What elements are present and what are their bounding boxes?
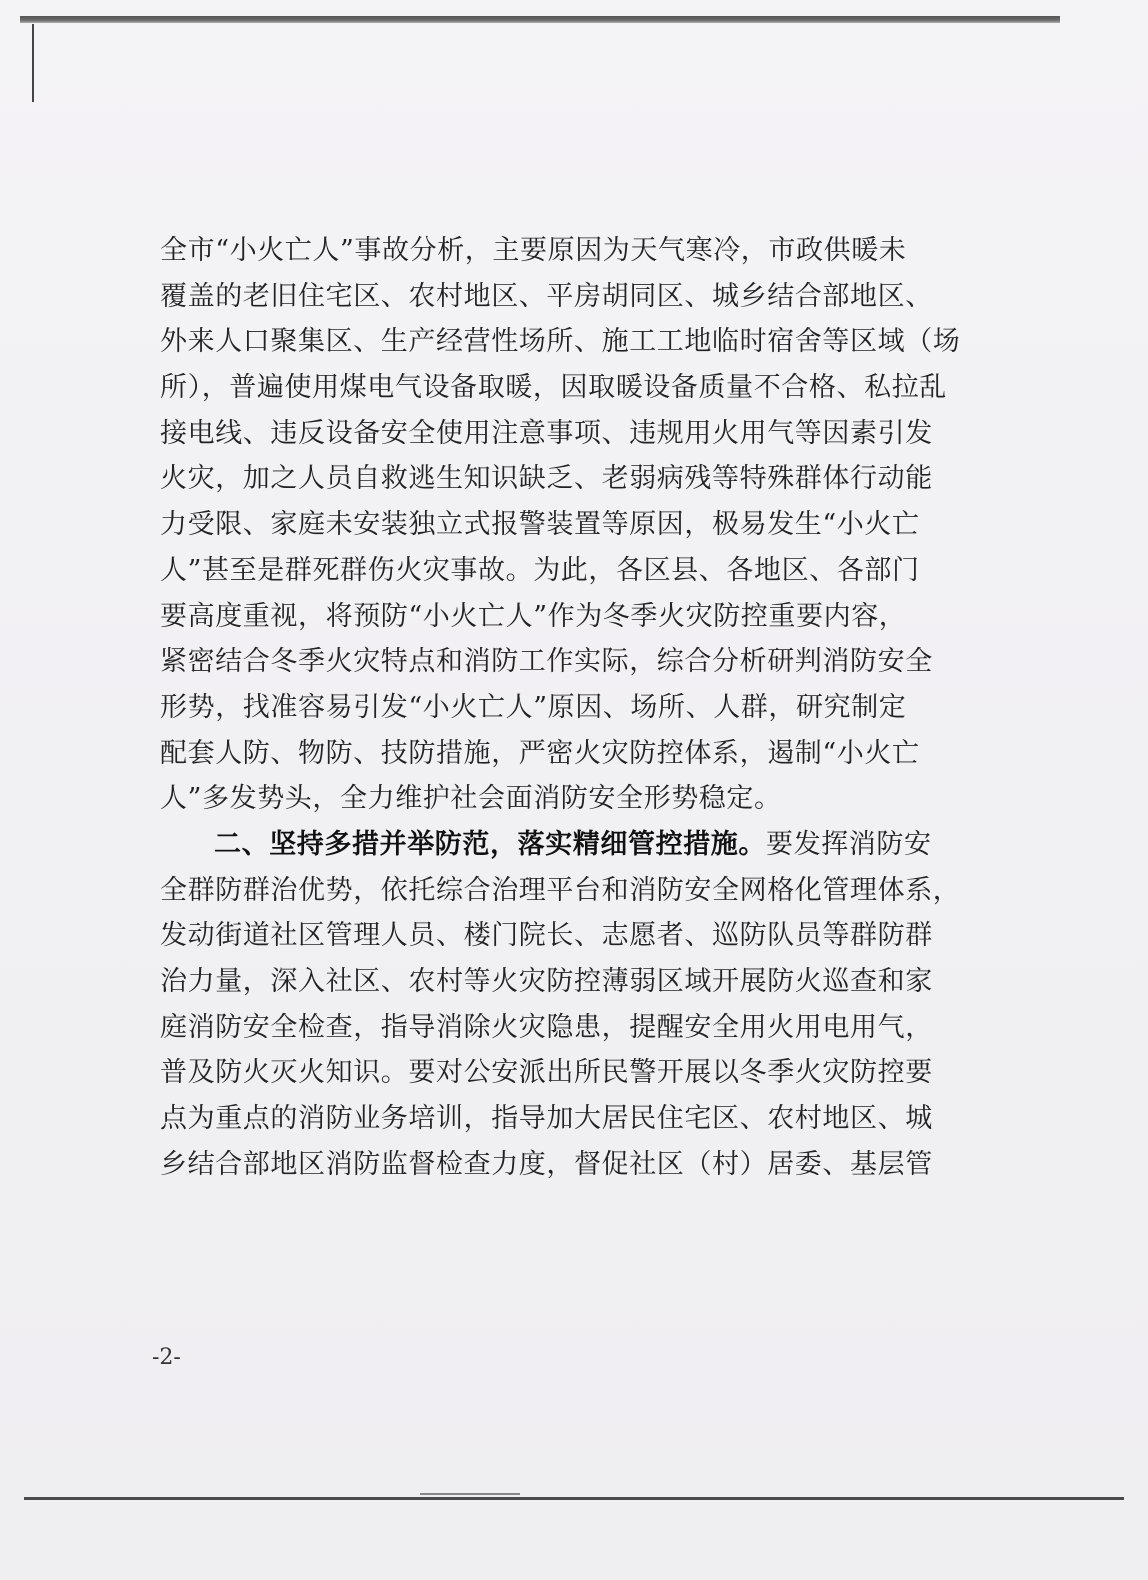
section-2-heading: 二、坚持多措并举防范，落实精细管控措施。	[214, 828, 766, 860]
text-line: 配套人防、物防、技防措施，严密火灾防控体系，遏制“小火亡	[160, 737, 920, 769]
scan-bottom-mark	[420, 1493, 520, 1495]
text-line: 所），普遍使用煤电气设备取暖，因取暖设备质量不合格、私拉乱	[160, 372, 947, 404]
text-line: 乡结合部地区消防监督检查力度，督促社区（村）居委、基层管	[160, 1148, 933, 1180]
text-line: 形势，找准容易引发“小火亡人”原因、场所、人群，研究制定	[160, 691, 907, 723]
text-line: 庭消防安全检查，指导消除火灾隐患，提醒安全用火用电用气，	[160, 1011, 933, 1043]
text-line: 火灾，加之人员自救逃生知识缺乏、老弱病残等特殊群体行动能	[160, 463, 933, 495]
text-line: 点为重点的消防业务培训，指导加大居民住宅区、农村地区、城	[160, 1103, 933, 1135]
text-line: 人”多发势头，全力维护社会面消防安全形势稳定。	[160, 783, 782, 815]
text-line: 接电线、违反设备安全使用注意事项、违规用火用气等因素引发	[160, 417, 933, 449]
scan-left-edge	[32, 24, 34, 102]
section-2-first-line-rest: 要发挥消防安	[766, 828, 932, 860]
text-line: 力受限、家庭未安装独立式报警装置等原因，极易发生“小火亡	[160, 509, 920, 541]
section-2-first-line	[160, 822, 936, 868]
scan-bottom-edge	[24, 1497, 1124, 1500]
text-line: 要高度重视，将预防“小火亡人”作为冬季火灾防控重要内容，	[160, 600, 907, 632]
text-line: 覆盖的老旧住宅区、农村地区、平房胡同区、城乡结合部地区、	[160, 280, 933, 312]
scan-top-edge	[20, 16, 1060, 23]
text-line: 治力量，深入社区、农村等火灾防控薄弱区域开展防火巡查和家	[160, 966, 933, 997]
text-line: 外来人口聚集区、生产经营性场所、施工工地临时宿舍等区域（场	[160, 326, 961, 358]
text-line: 普及防火灭火知识。要对公安派出所民警开展以冬季火灾防控要	[160, 1057, 933, 1089]
text-line: 人”甚至是群死群伤火灾事故。为此，各区县、各地区、各部门	[160, 554, 920, 586]
text-line: 发动街道社区管理人员、楼门院长、志愿者、巡防队员等群防群	[160, 920, 933, 952]
text-line: 全群防群治优势，依托综合治理平台和消防安全网格化管理体系，	[160, 874, 961, 906]
page-number: -2-	[152, 1345, 181, 1370]
body-text	[160, 228, 961, 1187]
text-line: 全市“小火亡人”事故分析，主要原因为天气寒冷，市政供暖未	[160, 235, 907, 266]
text-line: 紧密结合冬季火灾特点和消防工作实际，综合分析研判消防安全	[160, 646, 933, 678]
